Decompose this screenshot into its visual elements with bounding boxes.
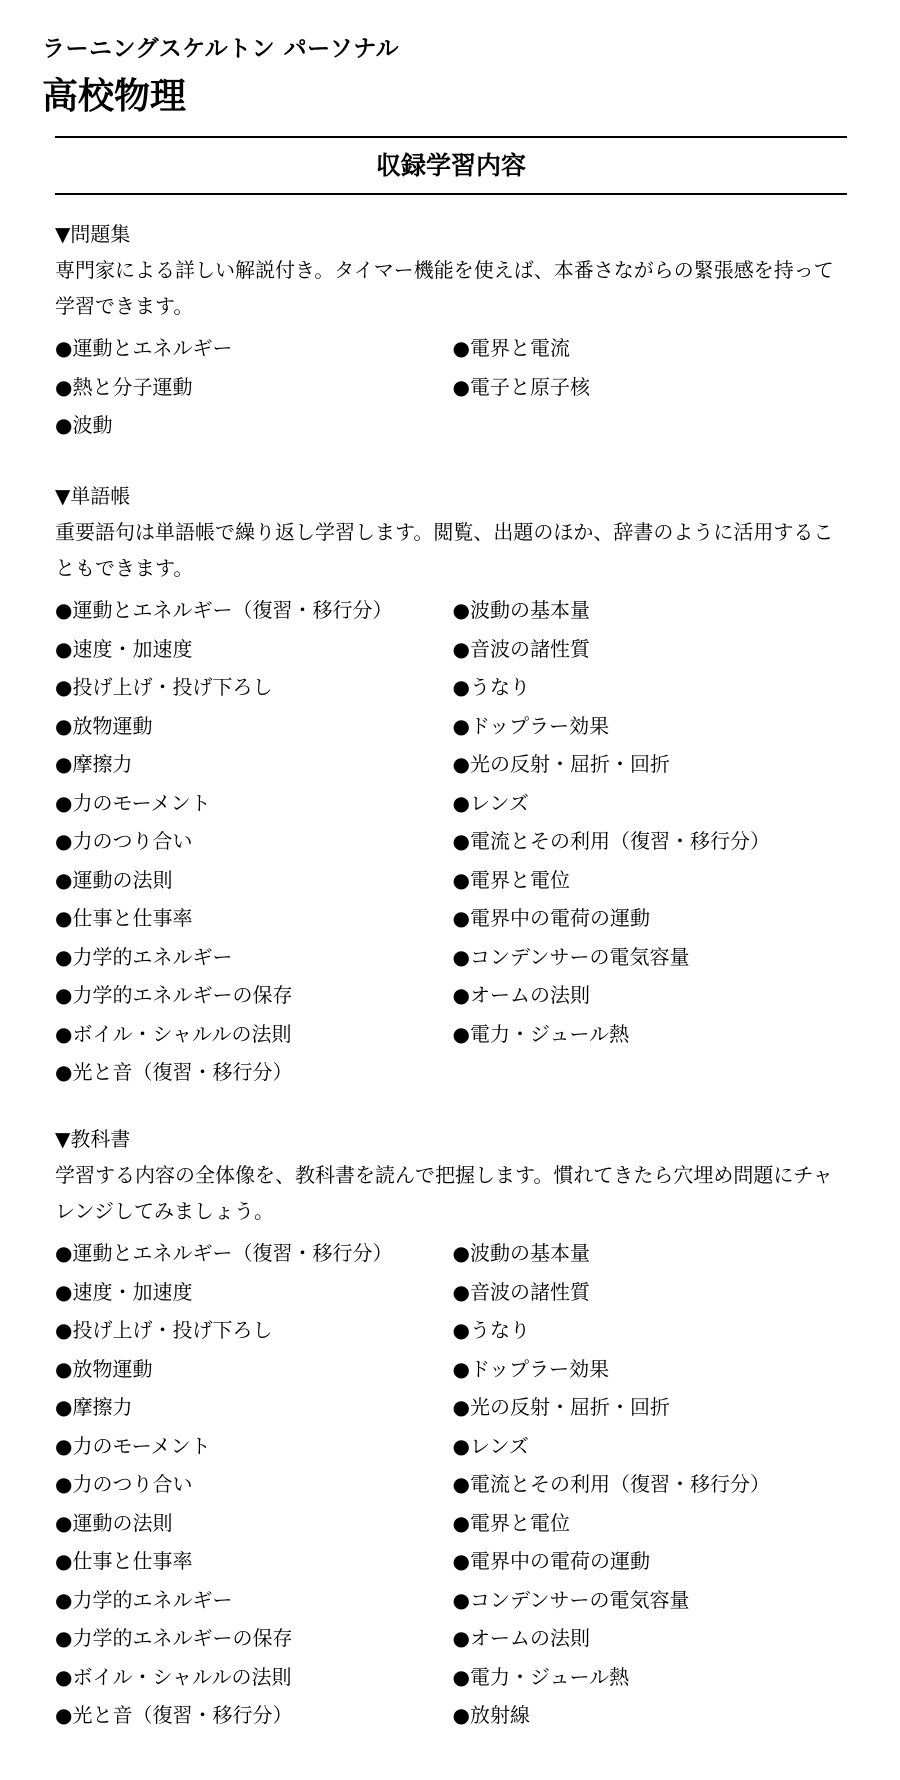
- topic-item: ●オームの法則: [452, 1626, 590, 1650]
- section-textbook: [55, 1125, 850, 1735]
- topic-item: ●電子と原子核: [452, 374, 590, 399]
- topic-column-right: [453, 591, 851, 1092]
- topic-list: [55, 329, 850, 445]
- topic-item: ●光の反射・屈折・回折: [452, 752, 670, 776]
- topic-item: ●力学的エネルギーの保存: [55, 1626, 293, 1650]
- heading-bottom-rule: [55, 193, 847, 195]
- topic-item: ●力学的エネルギー: [55, 1587, 233, 1612]
- heading-top-rule: [55, 136, 847, 138]
- topic-item: ●運動の法則: [55, 867, 173, 892]
- topic-item: ●運動とエネルギー: [55, 336, 233, 360]
- topic-item: ●コンデンサーの電気容量: [452, 944, 690, 969]
- topic-item: ●力のつり合い: [55, 829, 193, 853]
- topic-item: ●投げ上げ・投げ下ろし: [55, 1318, 273, 1342]
- section-heading: 収録学習内容: [375, 151, 526, 180]
- topic-item: ●ドップラー効果: [452, 713, 610, 738]
- topic-item: ●熱と分子運動: [55, 374, 193, 399]
- topic-item: ●ドップラー効果: [452, 1356, 610, 1381]
- topic-item: ●力のモーメント: [55, 1433, 211, 1458]
- topic-item: ●光と音（復習・移行分）: [55, 1703, 293, 1727]
- topic-item: ●光の反射・屈折・回折: [452, 1395, 670, 1419]
- topic-item: ●力のモーメント: [55, 790, 211, 815]
- topic-column-right: [453, 1234, 851, 1735]
- topic-item: ●速度・加速度: [55, 1279, 193, 1304]
- topic-item: ●音波の諸性質: [452, 636, 590, 661]
- topic-item: ●光と音（復習・移行分）: [55, 1060, 293, 1084]
- section-title: ▼単語帳: [55, 484, 131, 508]
- topic-item: ●レンズ: [452, 790, 529, 815]
- topic-item: ●波動の基本量: [452, 598, 590, 622]
- topic-item: ●電流とその利用（復習・移行分）: [452, 1472, 770, 1496]
- topic-item: ●電界中の電荷の運動: [452, 906, 650, 930]
- topic-item: ●摩擦力: [55, 752, 133, 776]
- topic-item: ●波動の基本量: [452, 1241, 590, 1265]
- topic-item: ●運動とエネルギー（復習・移行分）: [55, 598, 393, 622]
- topic-item: ●コンデンサーの電気容量: [452, 1587, 690, 1612]
- topic-item: ●放射線: [452, 1703, 530, 1727]
- topic-item: ●力のつり合い: [55, 1472, 193, 1496]
- topic-list: [55, 591, 850, 1092]
- topic-column-right: [453, 329, 851, 445]
- topic-item: ●電力・ジュール熱: [452, 1021, 630, 1046]
- topic-item: ●電界と電位: [452, 867, 570, 892]
- section-description: 学習する内容の全体像を、教科書を読んで把握します。慣れてきたら穴埋め問題にチャレンジしてみましょう。: [55, 1163, 833, 1223]
- topic-item: ●ボイル・シャルルの法則: [55, 1664, 292, 1689]
- topic-item: ●放物運動: [55, 1356, 153, 1381]
- topic-item: ●うなり: [452, 1318, 530, 1342]
- topic-item: ●オームの法則: [452, 983, 590, 1007]
- section-problem-book: [55, 220, 850, 445]
- topic-list: [55, 1234, 850, 1735]
- topic-item: ●力学的エネルギーの保存: [55, 983, 293, 1007]
- topic-column-left: [55, 1234, 453, 1735]
- topic-item: ●波動: [55, 413, 113, 437]
- topic-item: ●仕事と仕事率: [55, 906, 193, 930]
- section-description: 専門家による詳しい解説付き。タイマー機能を使えば、本番さながらの緊張感を持って学習できます。: [55, 258, 834, 318]
- topic-item: ●電界中の電荷の運動: [452, 1549, 650, 1573]
- topic-item: ●電流とその利用（復習・移行分）: [452, 829, 770, 853]
- topic-item: ●音波の諸性質: [452, 1279, 590, 1304]
- topic-item: ●電力・ジュール熱: [452, 1664, 630, 1689]
- topic-item: ●ボイル・シャルルの法則: [55, 1021, 292, 1046]
- topic-item: ●電界と電流: [452, 336, 570, 360]
- topic-item: ●投げ上げ・投げ下ろし: [55, 675, 273, 699]
- topic-item: ●レンズ: [452, 1433, 529, 1458]
- section-vocabulary-book: [55, 482, 850, 1092]
- product-subtitle: ラーニングスケルトン パーソナル: [42, 36, 400, 62]
- topic-column-left: [55, 329, 453, 445]
- topic-item: ●放物運動: [55, 713, 153, 738]
- topic-item: ●摩擦力: [55, 1395, 133, 1419]
- page-title: 高校物理: [42, 76, 187, 117]
- section-title: ▼教科書: [55, 1127, 131, 1151]
- topic-item: ●運動とエネルギー（復習・移行分）: [55, 1241, 393, 1265]
- section-description: 重要語句は単語帳で繰り返し学習します。閲覧、出題のほか、辞書のように活用することもできます。: [55, 520, 834, 580]
- topic-item: ●電界と電位: [452, 1510, 570, 1535]
- topic-column-left: [55, 591, 453, 1092]
- topic-item: ●速度・加速度: [55, 636, 193, 661]
- topic-item: ●力学的エネルギー: [55, 944, 233, 969]
- section-title: ▼問題集: [55, 222, 131, 246]
- topic-item: ●うなり: [452, 675, 530, 699]
- topic-item: ●仕事と仕事率: [55, 1549, 193, 1573]
- topic-item: ●運動の法則: [55, 1510, 173, 1535]
